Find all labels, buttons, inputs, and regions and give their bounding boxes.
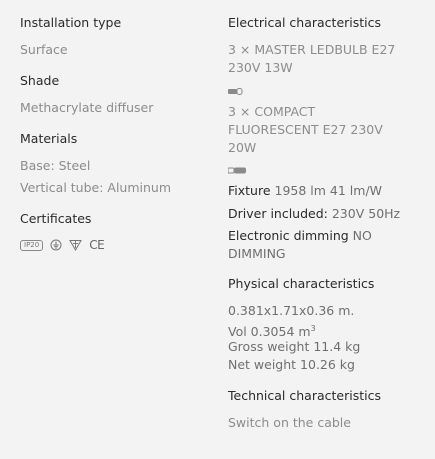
bulb1-line1: 3 × MASTER LEDBULB E27 bbox=[228, 42, 396, 57]
ground-symbol-icon bbox=[50, 239, 62, 251]
fluorescent-bulb-icon bbox=[228, 166, 248, 174]
physical-net-weight: Net weight 10.26 kg bbox=[228, 357, 355, 372]
materials-heading: Materials bbox=[20, 131, 78, 146]
electrical-heading: Electrical characteristics bbox=[228, 15, 382, 30]
bulb2-line2: FLUORESCENT E27 230V bbox=[228, 122, 383, 137]
dimming-row bbox=[228, 227, 428, 263]
certificates-icons bbox=[20, 238, 104, 252]
physical-heading: Physical characteristics bbox=[228, 276, 375, 291]
led-bulb-icon bbox=[228, 87, 244, 95]
materials-base: Base: Steel bbox=[20, 158, 91, 173]
shade-heading: Shade bbox=[20, 73, 60, 88]
fixture-label: Fixture bbox=[228, 183, 271, 198]
technical-heading: Technical characteristics bbox=[228, 388, 381, 403]
installation-type-heading: Installation type bbox=[20, 15, 122, 30]
materials-tube: Vertical tube: Aluminum bbox=[20, 180, 172, 195]
dimming-value-line2: DIMMING bbox=[228, 246, 286, 261]
driver-label: Driver included: bbox=[228, 206, 328, 221]
physical-gross-weight: Gross weight 11.4 kg bbox=[228, 339, 361, 354]
ce-mark-icon: CE bbox=[89, 238, 105, 252]
ip20-badge-icon: IP20 bbox=[20, 240, 43, 251]
bulb1-line2: 230V 13W bbox=[228, 60, 293, 75]
physical-volume-exponent: 3 bbox=[310, 324, 316, 333]
driver-row bbox=[228, 205, 400, 223]
bulb2-line3: 20W bbox=[228, 140, 257, 155]
installation-type-value: Surface bbox=[20, 42, 68, 57]
shade-value: Methacrylate diffuser bbox=[20, 100, 154, 115]
dimming-label: Electronic dimming bbox=[228, 228, 349, 243]
triangle-certificate-icon bbox=[69, 239, 82, 251]
physical-dimensions: 0.381x1.71x0.36 m. bbox=[228, 303, 355, 318]
fixture-row bbox=[228, 182, 382, 200]
bulb2-line1: 3 × COMPACT bbox=[228, 104, 316, 119]
dimming-value: NO bbox=[352, 228, 372, 243]
certificates-heading: Certificates bbox=[20, 211, 92, 226]
fixture-value: 1958 lm 41 lm/W bbox=[274, 183, 383, 198]
physical-volume-value: Vol 0.3054 m bbox=[228, 324, 311, 340]
driver-value: 230V 50Hz bbox=[331, 206, 401, 221]
technical-switch: Switch on the cable bbox=[228, 415, 351, 430]
